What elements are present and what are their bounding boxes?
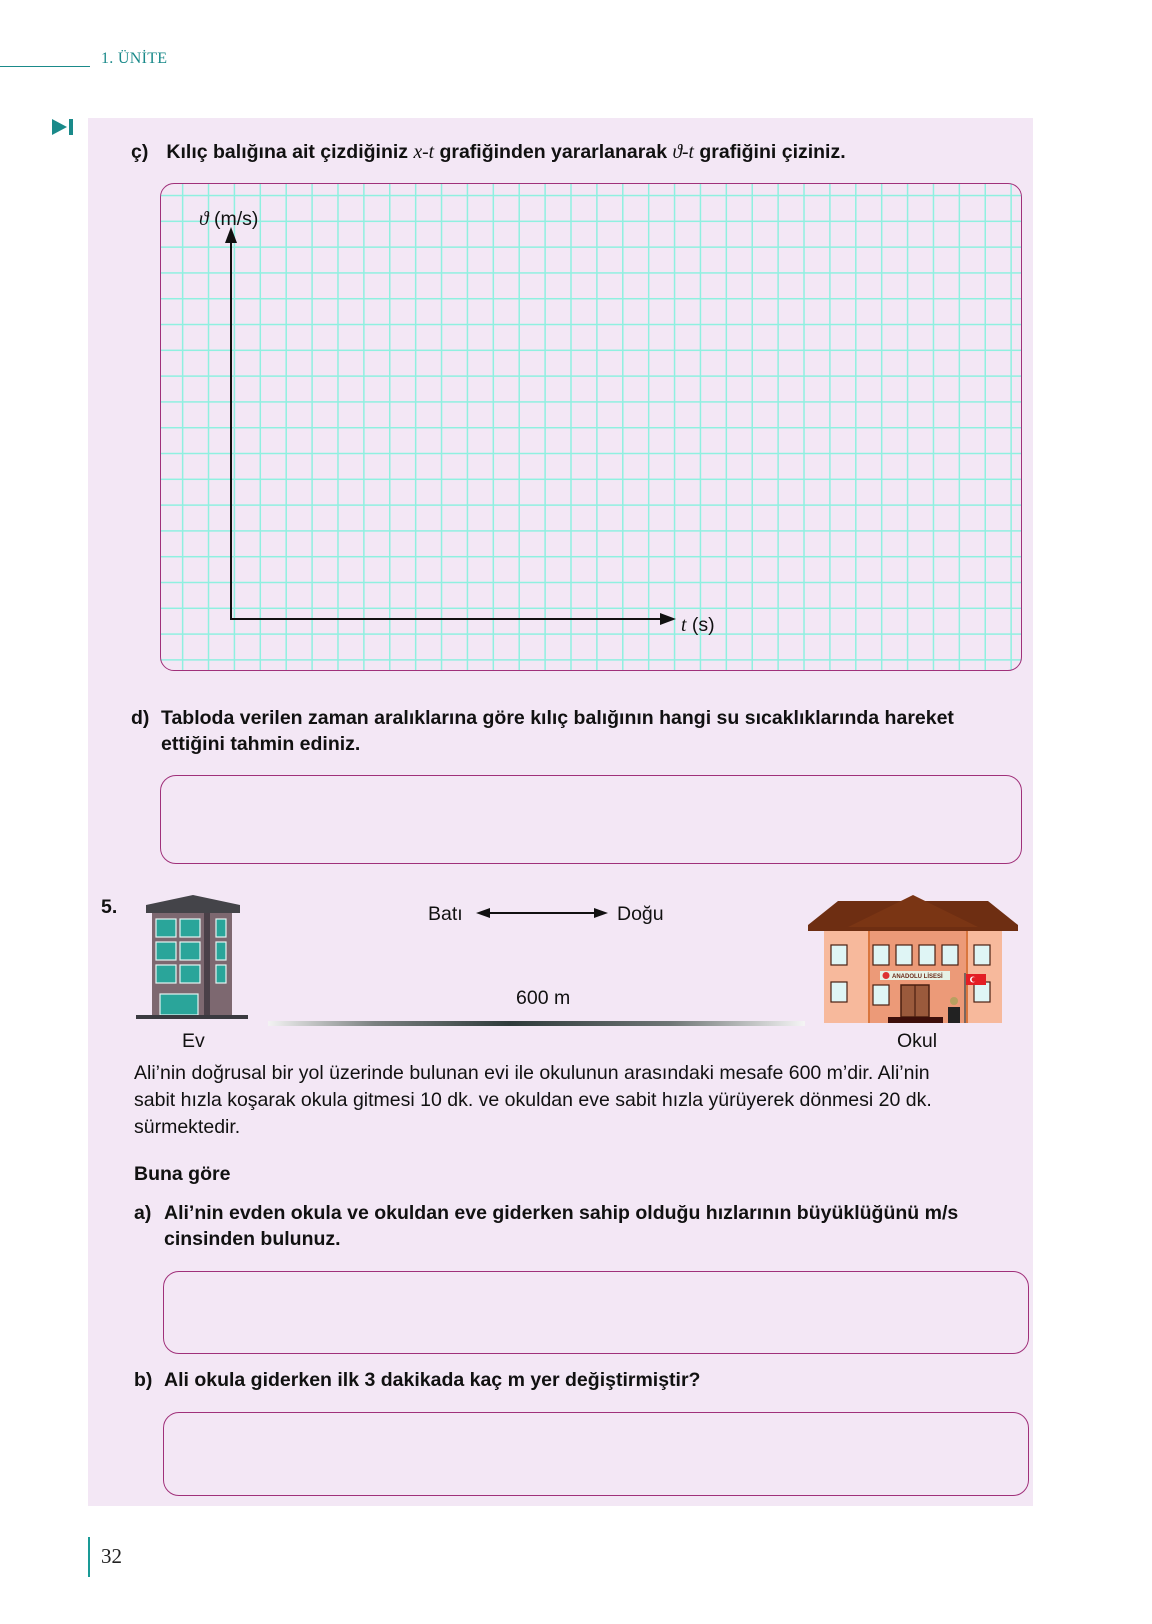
road-line — [268, 1021, 805, 1026]
question-5-paragraph — [134, 1060, 1034, 1141]
direction-west: Batı — [428, 903, 463, 925]
x-axis-label — [681, 614, 715, 637]
paragraph-line: sabit hızla koşarak okula gitmesi 10 dk. ve okuldan eve sabit hızla yürüyerek dönmesi 20 dk. — [134, 1089, 932, 1111]
school-label: Okul — [897, 1030, 938, 1052]
answer-box-d[interactable] — [160, 775, 1022, 864]
question-d-label: d) — [131, 707, 150, 729]
question-5-number: 5. — [101, 896, 118, 918]
answer-box-5b[interactable] — [163, 1412, 1029, 1496]
math-xt: x-t — [413, 142, 435, 163]
math-vt: ϑ-t — [672, 142, 694, 163]
question-5a-text — [134, 1200, 1034, 1252]
question-d-line: ettiğini tahmin ediniz. — [161, 733, 361, 755]
question-c-part: grafiğinden yararlanarak — [434, 141, 673, 163]
question-d-text — [131, 705, 1031, 757]
question-d-line: Tabloda verilen zaman aralıklarına göre kılıç balığının hangi su sıcaklıklarında hareket — [161, 707, 954, 729]
unit-title: 1. ÜNİTE — [101, 50, 168, 67]
page-number-bar — [88, 1537, 90, 1577]
distance-label: 600 m — [516, 987, 571, 1009]
double-arrow-icon — [476, 905, 608, 921]
answer-box-5a[interactable] — [163, 1271, 1029, 1354]
x-axis-symbol: t — [681, 615, 687, 636]
paragraph-line: Ali’nin doğrusal bir yol üzerinde bulunan evi ile okulunun arasındaki mesafe 600 m’dir. Ali’nin — [134, 1062, 930, 1084]
question-c-part: Kılıç balığına ait çizdiğiniz — [166, 141, 414, 163]
home-label: Ev — [182, 1030, 205, 1052]
question-5a-label: a) — [134, 1202, 152, 1224]
y-axis-symbol: ϑ — [199, 209, 209, 230]
school-building-icon — [808, 893, 1018, 1029]
question-c-label: ç) — [131, 141, 149, 163]
y-axis-label — [199, 208, 258, 231]
question-5b-text — [134, 1367, 1034, 1393]
x-axis-unit: (s) — [691, 614, 715, 636]
question-5b-line: Ali okula giderken ilk 3 dakikada kaç m yer değiştirmiştir? — [164, 1369, 701, 1391]
page-number: 32 — [101, 1544, 122, 1568]
question-5a-line: Ali’nin evden okula ve okuldan eve giderken sahip olduğu hızlarının büyüklüğünü m/s — [164, 1202, 959, 1224]
question-5a-line: cinsinden bulunuz. — [164, 1228, 341, 1250]
question-c-text — [131, 139, 846, 166]
question-c-part: grafiğini çiziniz. — [693, 141, 846, 163]
direction-east: Doğu — [617, 903, 664, 925]
lead-in: Buna göre — [134, 1163, 231, 1185]
x-axis-arrow-icon — [660, 613, 676, 625]
paragraph-line: sürmektedir. — [134, 1116, 241, 1138]
header-rule — [0, 66, 90, 67]
school-sign-text: ANADOLU LİSESİ — [892, 974, 943, 980]
velocity-time-axes — [160, 183, 1022, 671]
y-axis-unit: (m/s) — [214, 208, 259, 230]
question-5b-label: b) — [134, 1369, 153, 1391]
skip-forward-icon — [52, 118, 76, 136]
home-building-icon — [136, 893, 250, 1029]
